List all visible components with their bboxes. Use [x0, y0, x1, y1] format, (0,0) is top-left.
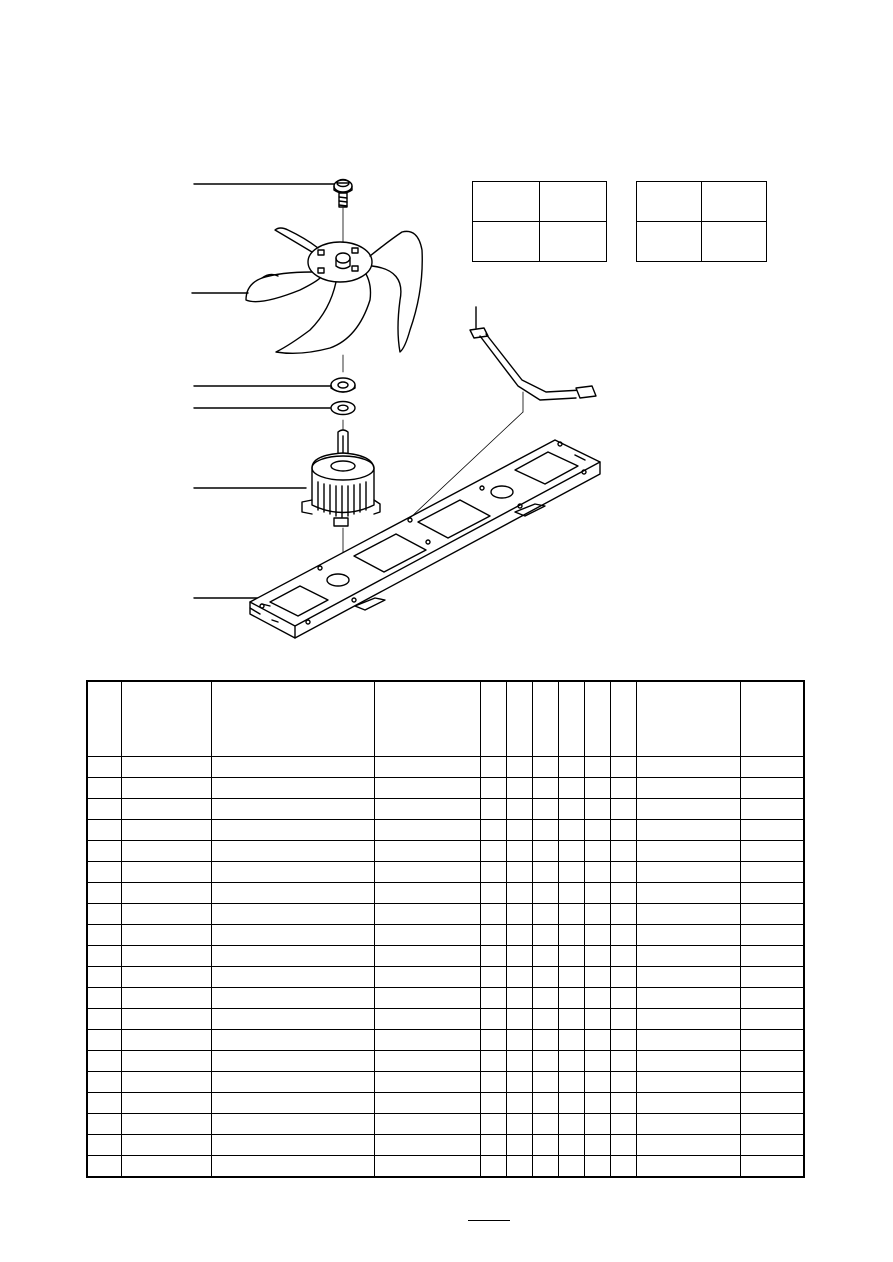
table-cell — [374, 1135, 480, 1156]
table-cell — [610, 862, 636, 883]
table-cell — [584, 757, 610, 778]
table-cell — [558, 1093, 584, 1114]
table-cell — [584, 1114, 610, 1135]
table-row — [87, 1093, 804, 1114]
table-cell — [610, 757, 636, 778]
table-cell — [740, 862, 804, 883]
info-box-left — [472, 181, 607, 262]
table-cell — [87, 1030, 121, 1051]
table-cell — [558, 757, 584, 778]
table-header-cell — [636, 681, 740, 757]
table-cell — [532, 1135, 558, 1156]
table-cell — [558, 1072, 584, 1093]
table-cell — [610, 1114, 636, 1135]
table-cell — [121, 925, 211, 946]
table-cell — [211, 967, 374, 988]
info-box-left-cell — [473, 222, 540, 262]
table-cell — [584, 925, 610, 946]
table-row — [87, 904, 804, 925]
table-cell — [121, 1030, 211, 1051]
table-cell — [610, 1072, 636, 1093]
table-row — [87, 1030, 804, 1051]
table-cell — [558, 1135, 584, 1156]
table-cell — [610, 841, 636, 862]
table-cell — [87, 946, 121, 967]
table-cell — [610, 778, 636, 799]
parts-list-table — [86, 680, 805, 1178]
table-cell — [636, 946, 740, 967]
table-cell — [211, 1156, 374, 1178]
table-cell — [610, 988, 636, 1009]
table-cell — [480, 778, 506, 799]
table-cell — [374, 988, 480, 1009]
table-cell — [558, 925, 584, 946]
table-cell — [610, 1156, 636, 1178]
table-cell — [636, 967, 740, 988]
table-cell — [740, 820, 804, 841]
table-header-cell — [480, 681, 506, 757]
table-cell — [480, 988, 506, 1009]
table-cell — [121, 1156, 211, 1178]
table-cell — [87, 1093, 121, 1114]
table-cell — [121, 1009, 211, 1030]
table-cell — [636, 862, 740, 883]
table-cell — [480, 1114, 506, 1135]
table-cell — [740, 757, 804, 778]
table-cell — [506, 778, 532, 799]
table-cell — [584, 1009, 610, 1030]
table-cell — [87, 820, 121, 841]
table-header-cell — [374, 681, 480, 757]
table-cell — [121, 988, 211, 1009]
footer-underline-right — [468, 1220, 510, 1221]
table-cell — [610, 820, 636, 841]
table-header-row — [87, 681, 804, 757]
table-cell — [636, 1072, 740, 1093]
table-cell — [211, 988, 374, 1009]
washer-lower-icon — [331, 402, 355, 415]
table-cell — [584, 820, 610, 841]
table-cell — [584, 904, 610, 925]
table-cell — [584, 841, 610, 862]
table-cell — [558, 883, 584, 904]
info-box-right-cell — [637, 222, 702, 262]
info-box-right-cell — [702, 222, 767, 262]
table-cell — [558, 988, 584, 1009]
table-row — [87, 841, 804, 862]
table-cell — [211, 1072, 374, 1093]
table-cell — [87, 1135, 121, 1156]
table-cell — [506, 1135, 532, 1156]
table-cell — [532, 1093, 558, 1114]
table-cell — [506, 904, 532, 925]
table-cell — [610, 904, 636, 925]
table-cell — [121, 1114, 211, 1135]
table-cell — [532, 904, 558, 925]
info-box-right-cell — [702, 182, 767, 222]
table-cell — [87, 757, 121, 778]
table-cell — [211, 841, 374, 862]
table-cell — [374, 862, 480, 883]
table-cell — [87, 1009, 121, 1030]
table-cell — [506, 1093, 532, 1114]
table-cell — [740, 883, 804, 904]
table-cell — [374, 946, 480, 967]
table-header-cell — [558, 681, 584, 757]
table-cell — [584, 1156, 610, 1178]
table-cell — [211, 820, 374, 841]
info-box-right-cell — [637, 182, 702, 222]
table-cell — [374, 841, 480, 862]
table-cell — [480, 1009, 506, 1030]
table-cell — [480, 820, 506, 841]
info-box-left-cell — [473, 182, 540, 222]
table-cell — [610, 1051, 636, 1072]
table-cell — [480, 799, 506, 820]
table-header-cell — [87, 681, 121, 757]
info-box-left-cell — [540, 222, 607, 262]
table-cell — [532, 1072, 558, 1093]
table-cell — [610, 1030, 636, 1051]
table-cell — [211, 1030, 374, 1051]
table-cell — [558, 967, 584, 988]
table-cell — [636, 904, 740, 925]
table-cell — [610, 1093, 636, 1114]
table-cell — [374, 1072, 480, 1093]
table-header-cell — [584, 681, 610, 757]
table-cell — [121, 862, 211, 883]
table-cell — [121, 946, 211, 967]
table-cell — [636, 778, 740, 799]
table-cell — [584, 1093, 610, 1114]
table-cell — [636, 883, 740, 904]
table-cell — [740, 925, 804, 946]
table-cell — [374, 778, 480, 799]
table-cell — [584, 883, 610, 904]
table-cell — [558, 1114, 584, 1135]
table-cell — [506, 1030, 532, 1051]
table-cell — [740, 778, 804, 799]
table-cell — [506, 925, 532, 946]
table-cell — [374, 904, 480, 925]
table-cell — [584, 1072, 610, 1093]
table-cell — [610, 946, 636, 967]
table-cell — [121, 904, 211, 925]
table-cell — [584, 946, 610, 967]
table-cell — [558, 1156, 584, 1178]
table-cell — [480, 883, 506, 904]
table-cell — [506, 799, 532, 820]
table-cell — [610, 883, 636, 904]
table-cell — [740, 988, 804, 1009]
table-cell — [532, 799, 558, 820]
table-header-cell — [121, 681, 211, 757]
table-cell — [506, 946, 532, 967]
table-cell — [87, 988, 121, 1009]
table-row — [87, 988, 804, 1009]
table-cell — [740, 841, 804, 862]
table-cell — [121, 1093, 211, 1114]
table-cell — [584, 1051, 610, 1072]
table-cell — [87, 967, 121, 988]
table-cell — [532, 757, 558, 778]
table-cell — [480, 1030, 506, 1051]
table-cell — [532, 1030, 558, 1051]
table-cell — [211, 1009, 374, 1030]
table-cell — [740, 967, 804, 988]
table-cell — [374, 1009, 480, 1030]
table-cell — [480, 967, 506, 988]
table-cell — [558, 799, 584, 820]
table-cell — [87, 1072, 121, 1093]
footer-text-left — [387, 1204, 425, 1220]
table-cell — [636, 1009, 740, 1030]
table-cell — [480, 925, 506, 946]
table-cell — [584, 862, 610, 883]
table-cell — [480, 904, 506, 925]
table-cell — [87, 925, 121, 946]
table-cell — [211, 799, 374, 820]
table-row — [87, 799, 804, 820]
table-row — [87, 883, 804, 904]
table-cell — [584, 1030, 610, 1051]
table-cell — [532, 778, 558, 799]
table-cell — [506, 862, 532, 883]
table-cell — [506, 1072, 532, 1093]
table-cell — [532, 820, 558, 841]
table-cell — [740, 1114, 804, 1135]
screw-icon — [334, 180, 352, 246]
table-cell — [374, 1156, 480, 1178]
table-cell — [532, 1156, 558, 1178]
table-row — [87, 862, 804, 883]
table-cell — [584, 1135, 610, 1156]
table-cell — [558, 946, 584, 967]
table-cell — [636, 820, 740, 841]
table-header-cell — [610, 681, 636, 757]
table-cell — [374, 883, 480, 904]
table-cell — [506, 1156, 532, 1178]
table-cell — [211, 904, 374, 925]
table-cell — [121, 1072, 211, 1093]
table-cell — [532, 1009, 558, 1030]
table-cell — [480, 1156, 506, 1178]
table-cell — [506, 967, 532, 988]
table-cell — [480, 1072, 506, 1093]
table-cell — [558, 1009, 584, 1030]
table-cell — [87, 799, 121, 820]
fan-blade-icon — [246, 228, 422, 353]
table-cell — [506, 988, 532, 1009]
table-cell — [87, 1156, 121, 1178]
table-cell — [584, 778, 610, 799]
table-cell — [506, 757, 532, 778]
table-cell — [211, 757, 374, 778]
table-cell — [374, 925, 480, 946]
table-cell — [480, 1135, 506, 1156]
table-cell — [506, 820, 532, 841]
table-cell — [610, 1009, 636, 1030]
table-cell — [740, 1009, 804, 1030]
table-row — [87, 1072, 804, 1093]
table-cell — [636, 1030, 740, 1051]
table-cell — [121, 883, 211, 904]
table-cell — [121, 1135, 211, 1156]
table-cell — [506, 1009, 532, 1030]
table-cell — [87, 883, 121, 904]
table-cell — [211, 1051, 374, 1072]
table-row — [87, 1114, 804, 1135]
table-cell — [87, 1114, 121, 1135]
table-cell — [121, 799, 211, 820]
table-cell — [87, 904, 121, 925]
table-row — [87, 1051, 804, 1072]
table-cell — [480, 841, 506, 862]
table-cell — [480, 862, 506, 883]
table-cell — [532, 883, 558, 904]
table-cell — [532, 1114, 558, 1135]
table-cell — [610, 1135, 636, 1156]
table-cell — [506, 1051, 532, 1072]
table-cell — [374, 1114, 480, 1135]
table-header-cell — [740, 681, 804, 757]
table-cell — [740, 904, 804, 925]
table-header-cell — [532, 681, 558, 757]
table-cell — [740, 1135, 804, 1156]
table-cell — [211, 925, 374, 946]
table-cell — [211, 1114, 374, 1135]
table-cell — [374, 757, 480, 778]
table-cell — [636, 1114, 740, 1135]
table-cell — [558, 778, 584, 799]
table-cell — [374, 1051, 480, 1072]
table-cell — [374, 1030, 480, 1051]
table-cell — [121, 967, 211, 988]
table-cell — [584, 799, 610, 820]
table-cell — [532, 925, 558, 946]
table-cell — [121, 757, 211, 778]
table-cell — [532, 841, 558, 862]
table-cell — [532, 862, 558, 883]
table-cell — [211, 1093, 374, 1114]
table-row — [87, 925, 804, 946]
table-cell — [558, 841, 584, 862]
table-cell — [636, 799, 740, 820]
table-cell — [740, 1030, 804, 1051]
table-cell — [740, 1093, 804, 1114]
table-cell — [636, 1135, 740, 1156]
table-header-cell — [506, 681, 532, 757]
table-cell — [610, 925, 636, 946]
table-row — [87, 820, 804, 841]
table-cell — [558, 904, 584, 925]
motor-base-bracket-icon — [250, 440, 600, 638]
table-cell — [636, 1093, 740, 1114]
table-cell — [211, 946, 374, 967]
table-cell — [532, 946, 558, 967]
table-row — [87, 1135, 804, 1156]
table-cell — [558, 820, 584, 841]
table-cell — [558, 1030, 584, 1051]
table-cell — [121, 778, 211, 799]
table-header-cell — [211, 681, 374, 757]
table-cell — [740, 1072, 804, 1093]
table-cell — [584, 967, 610, 988]
table-cell — [636, 1156, 740, 1178]
table-cell — [636, 1051, 740, 1072]
table-cell — [636, 757, 740, 778]
table-cell — [211, 862, 374, 883]
table-cell — [211, 778, 374, 799]
table-cell — [532, 967, 558, 988]
table-cell — [636, 841, 740, 862]
table-cell — [374, 820, 480, 841]
table-cell — [121, 1051, 211, 1072]
table-row — [87, 967, 804, 988]
table-cell — [558, 862, 584, 883]
table-cell — [740, 946, 804, 967]
table-cell — [87, 862, 121, 883]
table-row — [87, 1156, 804, 1178]
table-cell — [532, 1051, 558, 1072]
table-cell — [506, 841, 532, 862]
table-cell — [480, 946, 506, 967]
table-cell — [506, 883, 532, 904]
info-box-right — [636, 181, 767, 262]
table-cell — [374, 967, 480, 988]
table-cell — [636, 988, 740, 1009]
table-cell — [211, 883, 374, 904]
table-cell — [480, 757, 506, 778]
table-cell — [121, 820, 211, 841]
table-row — [87, 946, 804, 967]
table-cell — [87, 841, 121, 862]
table-cell — [740, 1156, 804, 1178]
table-row — [87, 1009, 804, 1030]
table-cell — [480, 1093, 506, 1114]
table-cell — [558, 1051, 584, 1072]
table-row — [87, 778, 804, 799]
table-cell — [87, 778, 121, 799]
table-cell — [480, 1051, 506, 1072]
table-cell — [506, 1114, 532, 1135]
table-cell — [584, 988, 610, 1009]
washer-upper-icon — [331, 378, 355, 392]
info-box-left-cell — [540, 182, 607, 222]
table-cell — [374, 799, 480, 820]
table-cell — [610, 799, 636, 820]
table-cell — [211, 1135, 374, 1156]
table-cell — [740, 799, 804, 820]
table-cell — [121, 841, 211, 862]
table-row — [87, 757, 804, 778]
table-cell — [532, 988, 558, 1009]
table-cell — [610, 967, 636, 988]
table-cell — [740, 1051, 804, 1072]
table-cell — [636, 925, 740, 946]
table-cell — [374, 1093, 480, 1114]
footer-text-right — [468, 1204, 510, 1220]
table-cell — [87, 1051, 121, 1072]
